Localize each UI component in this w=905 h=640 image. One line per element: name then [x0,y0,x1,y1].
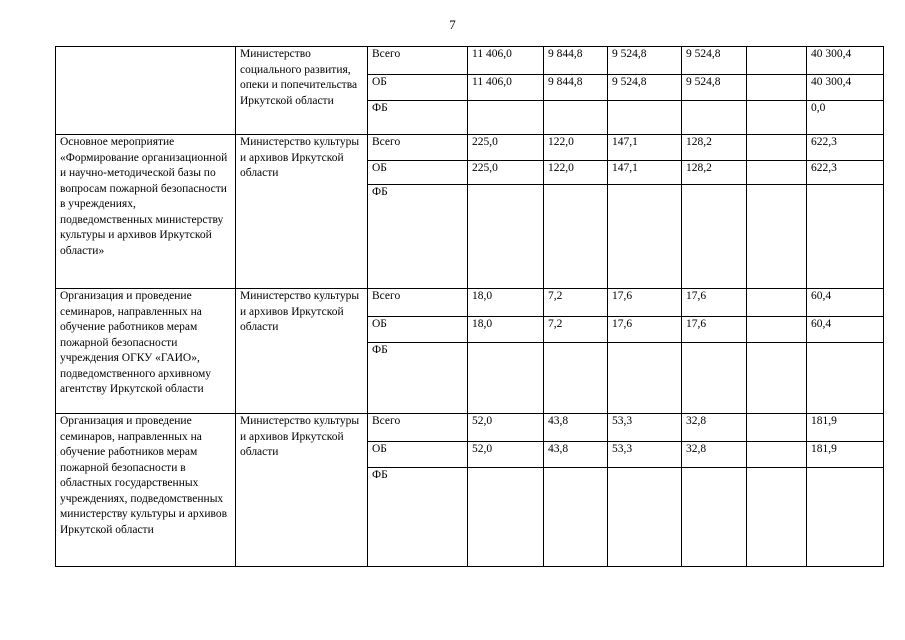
year-value-cell [468,468,544,567]
table-row [56,47,884,75]
year-value-cell: 147,1 [608,161,682,185]
year-value-cell [608,468,682,567]
year-value-cell [544,185,608,289]
total-cell: 40 300,4 [807,47,884,75]
year-value-cell: 9 844,8 [544,47,608,75]
funding-source: ФБ [368,101,468,135]
funding-source: ФБ [368,468,468,567]
table-row [56,414,884,442]
total-cell: 622,3 [807,161,884,185]
year-value-cell: 225,0 [468,135,544,161]
year-value-cell [747,47,807,75]
total-cell: 0,0 [807,101,884,135]
total-cell: 60,4 [807,317,884,343]
funding-source: ОБ [368,317,468,343]
budget-table-body [56,47,884,567]
year-value-cell: 52,0 [468,414,544,442]
year-value-cell [747,101,807,135]
year-value-cell [747,414,807,442]
year-value-cell [682,343,747,414]
total-cell: 622,3 [807,135,884,161]
year-value-cell: 53,3 [608,414,682,442]
total-cell: 181,9 [807,414,884,442]
year-value-cell [682,101,747,135]
year-value-cell [747,75,807,101]
total-cell: 181,9 [807,442,884,468]
table-row [56,135,884,161]
year-value-cell [468,343,544,414]
year-value-cell [682,468,747,567]
funding-source: ФБ [368,343,468,414]
year-value-cell: 128,2 [682,135,747,161]
responsible-agency: Министерство культуры и архивов Иркутской области [236,289,368,414]
year-value-cell: 17,6 [682,317,747,343]
year-value-cell [747,317,807,343]
year-value-cell: 9 844,8 [544,75,608,101]
year-value-cell [747,289,807,317]
funding-source: ОБ [368,75,468,101]
year-value-cell: 52,0 [468,442,544,468]
total-cell: 60,4 [807,289,884,317]
year-value-cell: 18,0 [468,317,544,343]
measure-description: Организация и проведение семинаров, направленных на обучение работников мерам пожарной безопасности в областных государственных учреждениях, подведомственных министерству культуры и архивов Иркутской области [56,414,236,567]
year-value-cell: 11 406,0 [468,47,544,75]
year-value-cell: 122,0 [544,161,608,185]
year-value-cell: 18,0 [468,289,544,317]
measure-description: Основное мероприятие «Формирование организационной и научно-методической базы по вопросам пожарной безопасности в учреждениях, подведомственных министерству культуры и архивов Иркутской области» [56,135,236,289]
year-value-cell: 11 406,0 [468,75,544,101]
year-value-cell [608,101,682,135]
year-value-cell: 128,2 [682,161,747,185]
year-value-cell [468,101,544,135]
year-value-cell: 7,2 [544,317,608,343]
responsible-agency: Министерство культуры и архивов Иркутской области [236,135,368,289]
year-value-cell: 32,8 [682,442,747,468]
year-value-cell: 32,8 [682,414,747,442]
year-value-cell: 17,6 [608,289,682,317]
year-value-cell [747,442,807,468]
year-value-cell [747,343,807,414]
year-value-cell [608,185,682,289]
responsible-agency: Министерство культуры и архивов Иркутской области [236,414,368,567]
funding-source: ОБ [368,161,468,185]
year-value-cell: 9 524,8 [682,75,747,101]
funding-source: Всего [368,414,468,442]
year-value-cell: 9 524,8 [682,47,747,75]
year-value-cell [682,185,747,289]
year-value-cell: 17,6 [608,317,682,343]
year-value-cell: 43,8 [544,414,608,442]
funding-source: ФБ [368,185,468,289]
year-value-cell: 9 524,8 [608,47,682,75]
measure-description [56,47,236,135]
total-cell [807,185,884,289]
year-value-cell: 122,0 [544,135,608,161]
year-value-cell [544,468,608,567]
total-cell [807,468,884,567]
total-cell [807,343,884,414]
year-value-cell: 53,3 [608,442,682,468]
year-value-cell [747,468,807,567]
total-cell: 40 300,4 [807,75,884,101]
year-value-cell: 147,1 [608,135,682,161]
page-number: 7 [449,17,456,32]
year-value-cell [747,135,807,161]
funding-source: ОБ [368,442,468,468]
measure-description: Организация и проведение семинаров, направленных на обучение работников мерам пожарной безопасности учреждения ОГКУ «ГАИО», подведомственного архивному агентству Иркутской области [56,289,236,414]
funding-source: Всего [368,135,468,161]
year-value-cell [747,185,807,289]
year-value-cell: 17,6 [682,289,747,317]
year-value-cell: 9 524,8 [608,75,682,101]
year-value-cell [544,101,608,135]
funding-source: Всего [368,289,468,317]
year-value-cell: 7,2 [544,289,608,317]
budget-table [55,46,884,567]
year-value-cell [468,185,544,289]
year-value-cell [747,161,807,185]
table-row [56,289,884,317]
year-value-cell: 43,8 [544,442,608,468]
year-value-cell [608,343,682,414]
responsible-agency: Министерство социального развития, опеки и попечительства Иркутской области [236,47,368,135]
funding-source: Всего [368,47,468,75]
year-value-cell: 225,0 [468,161,544,185]
year-value-cell [544,343,608,414]
